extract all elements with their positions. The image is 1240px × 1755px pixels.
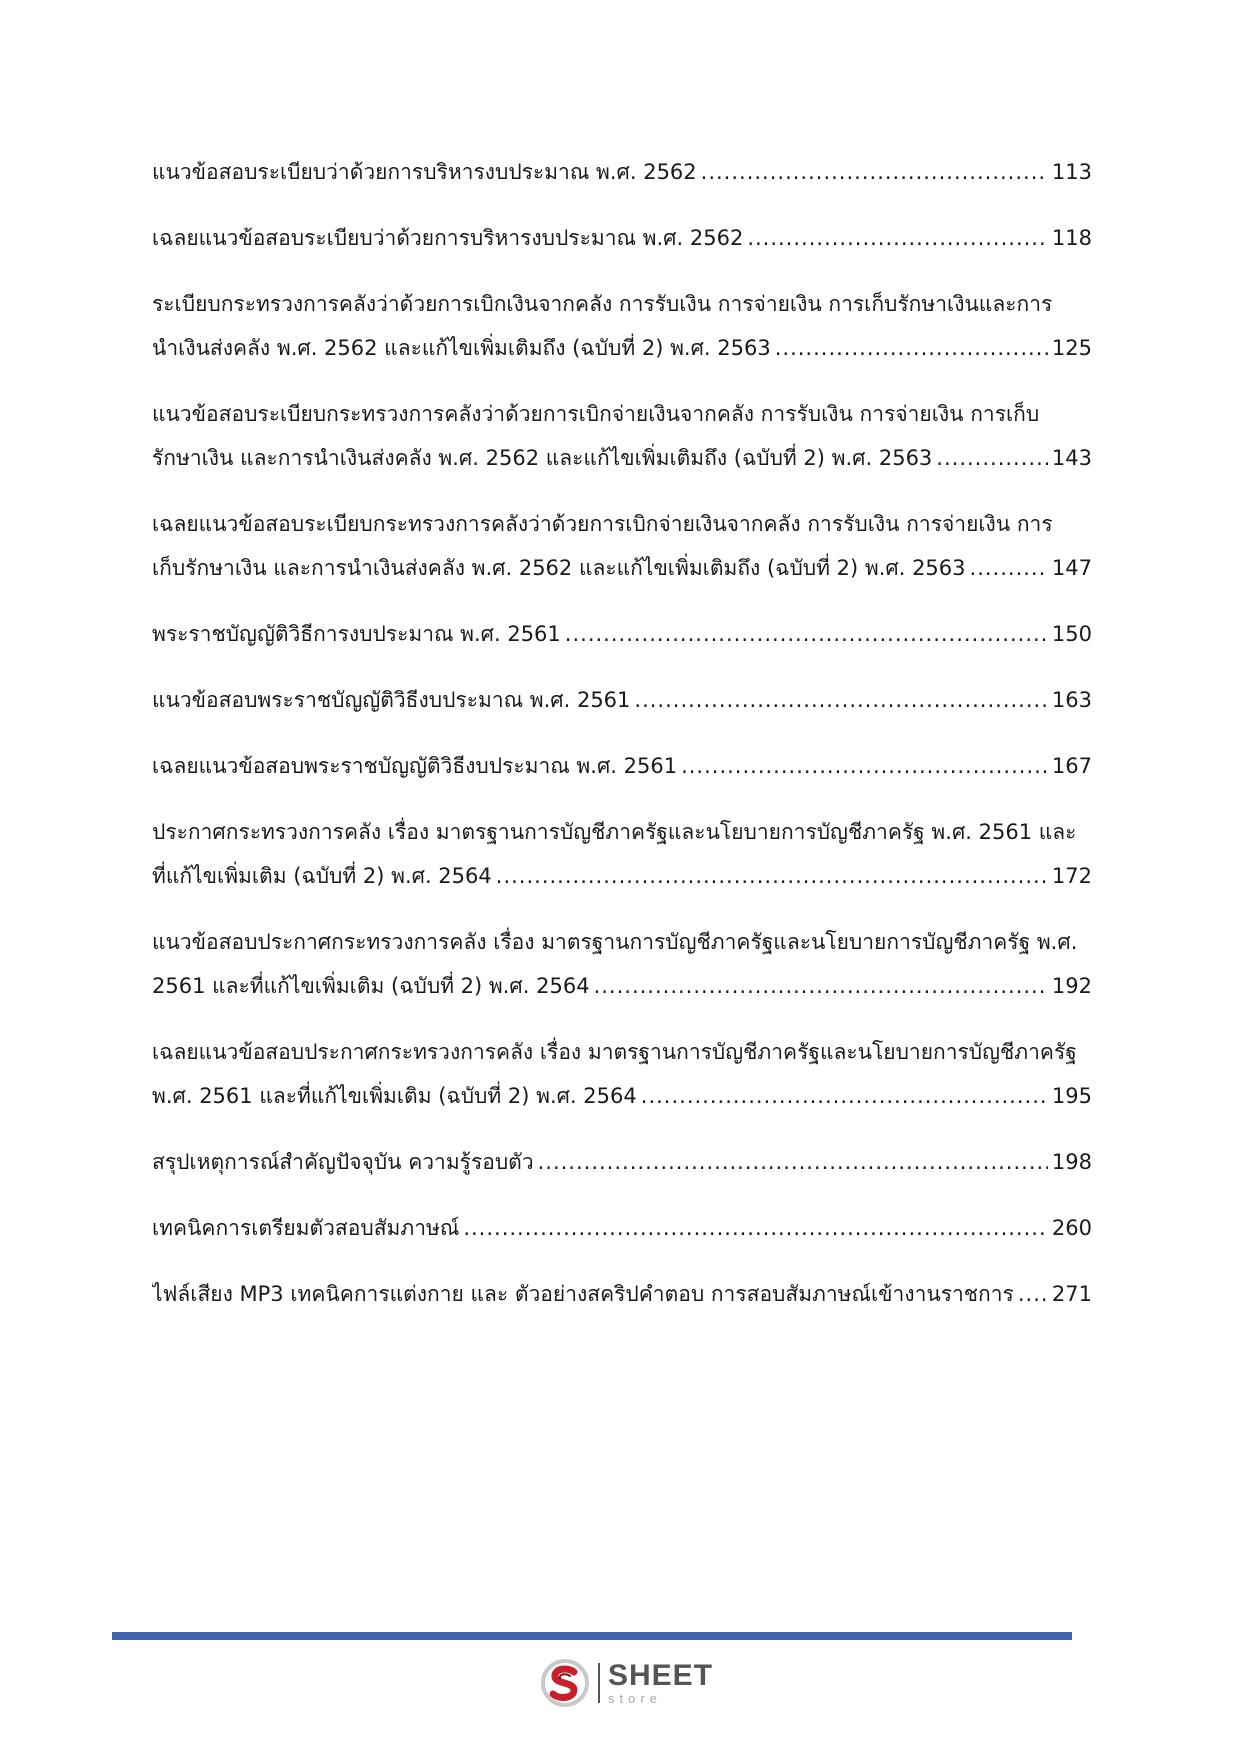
toc-entry-line: เฉลยแนวข้อสอบประกาศกระทรวงการคลัง เรื่อง มาตรฐานการบัญชีภาครัฐและนโยบายการบัญชีภาครัฐ bbox=[152, 1040, 1077, 1064]
toc-entry[interactable] bbox=[152, 678, 1092, 722]
toc-entry-last-line bbox=[152, 678, 1092, 722]
toc-entry-title: แนวข้อสอบพระราชบัญญัติวิธีงบประมาณ พ.ศ. 2561 bbox=[152, 688, 631, 712]
dot-leader bbox=[701, 150, 1048, 194]
dot-leader bbox=[594, 964, 1048, 1008]
toc-entry-title: 2561 และที่แก้ไขเพิ่มเติม (ฉบับที่ 2) พ.ศ. 2564 bbox=[152, 974, 590, 998]
toc-page-number: 118 bbox=[1051, 226, 1092, 250]
dot-leader bbox=[775, 326, 1048, 370]
toc-entry-last-line bbox=[152, 436, 1092, 480]
dot-leader bbox=[936, 436, 1048, 480]
toc-entry-line: ระเบียบกระทรวงการคลังว่าด้วยการเบิกเงินจากคลัง การรับเงิน การจ่ายเงิน การเก็บรักษาเงินและการ bbox=[152, 292, 1053, 316]
logo-divider bbox=[598, 1663, 600, 1703]
dot-leader bbox=[747, 216, 1048, 260]
toc-entry-line: แนวข้อสอบระเบียบกระทรวงการคลังว่าด้วยการเบิกจ่ายเงินจากคลัง การรับเงิน การจ่ายเงิน การเก็บ bbox=[152, 402, 1040, 426]
toc-page-number: 163 bbox=[1051, 688, 1092, 712]
logo-text bbox=[608, 1661, 713, 1705]
toc-entry[interactable] bbox=[152, 744, 1092, 788]
toc-entry[interactable] bbox=[152, 282, 1092, 370]
toc-entry-title: แนวข้อสอบระเบียบว่าด้วยการบริหารงบประมาณ พ.ศ. 2562 bbox=[152, 160, 697, 184]
toc-entry-last-line bbox=[152, 1074, 1092, 1118]
logo-subword: store bbox=[608, 1691, 662, 1706]
toc-entry-last-line bbox=[152, 1206, 1092, 1250]
toc-page-number: 113 bbox=[1051, 160, 1092, 184]
toc-entry-last-line bbox=[152, 1140, 1092, 1184]
toc-entry-last-line bbox=[152, 216, 1092, 260]
toc-entry-line: เฉลยแนวข้อสอบระเบียบกระทรวงการคลังว่าด้วยการเบิกจ่ายเงินจากคลัง การรับเงิน การจ่ายเงิน การ bbox=[152, 512, 1053, 536]
toc-page-number: 143 bbox=[1051, 446, 1092, 470]
toc-page-number: 167 bbox=[1051, 754, 1092, 778]
toc-page-number: 195 bbox=[1051, 1084, 1092, 1108]
toc-entry-last-line bbox=[152, 744, 1092, 788]
toc-entry-line: แนวข้อสอบประกาศกระทรวงการคลัง เรื่อง มาตรฐานการบัญชีภาครัฐและนโยบายการบัญชีภาครัฐ พ.ศ. bbox=[152, 930, 1078, 954]
sheet-store-s-icon bbox=[540, 1658, 590, 1708]
dot-leader bbox=[634, 678, 1048, 722]
toc-entry[interactable] bbox=[152, 216, 1092, 260]
toc-entry[interactable] bbox=[152, 612, 1092, 656]
toc-page-number: 125 bbox=[1051, 336, 1092, 360]
toc-entry[interactable] bbox=[152, 810, 1092, 898]
toc-entry[interactable] bbox=[152, 1140, 1092, 1184]
dot-leader bbox=[1018, 1272, 1048, 1316]
sheet-store-logo bbox=[540, 1658, 713, 1708]
dot-leader bbox=[538, 1140, 1048, 1184]
toc-entry-title: รักษาเงิน และการนำเงินส่งคลัง พ.ศ. 2562 และแก้ไขเพิ่มเติมถึง (ฉบับที่ 2) พ.ศ. 2563 bbox=[152, 446, 933, 470]
toc-entry-title: เทคนิคการเตรียมตัวสอบสัมภาษณ์ bbox=[152, 1216, 460, 1240]
toc-entry-title: สรุปเหตุการณ์สำคัญปัจจุบัน ความรู้รอบตัว bbox=[152, 1150, 534, 1174]
toc-entry-last-line bbox=[152, 326, 1092, 370]
toc-entry-last-line bbox=[152, 1272, 1092, 1316]
toc-entry-last-line bbox=[152, 854, 1092, 898]
toc-page-number: 147 bbox=[1051, 556, 1092, 580]
toc-entry-title: พระราชบัญญัติวิธีการงบประมาณ พ.ศ. 2561 bbox=[152, 622, 561, 646]
toc-entry-title: เฉลยแนวข้อสอบพระราชบัญญัติวิธีงบประมาณ พ.ศ. 2561 bbox=[152, 754, 678, 778]
toc-entry-title: นำเงินส่งคลัง พ.ศ. 2562 และแก้ไขเพิ่มเติมถึง (ฉบับที่ 2) พ.ศ. 2563 bbox=[152, 336, 771, 360]
toc-entry-last-line bbox=[152, 964, 1092, 1008]
toc-page-number: 172 bbox=[1051, 864, 1092, 888]
table-of-contents bbox=[152, 150, 1092, 1338]
logo-word: SHEET bbox=[608, 1659, 714, 1692]
toc-entry[interactable] bbox=[152, 1030, 1092, 1118]
toc-entry-title: พ.ศ. 2561 และที่แก้ไขเพิ่มเติม (ฉบับที่ 2) พ.ศ. 2564 bbox=[152, 1084, 637, 1108]
toc-entry-last-line bbox=[152, 612, 1092, 656]
dot-leader bbox=[681, 744, 1048, 788]
toc-entry-last-line bbox=[152, 546, 1092, 590]
toc-entry[interactable] bbox=[152, 150, 1092, 194]
toc-entry[interactable] bbox=[152, 1206, 1092, 1250]
toc-entry-line: ประกาศกระทรวงการคลัง เรื่อง มาตรฐานการบัญชีภาครัฐและนโยบายการบัญชีภาครัฐ พ.ศ. 2561 และ bbox=[152, 820, 1077, 844]
toc-page-number: 260 bbox=[1051, 1216, 1092, 1240]
toc-page-number: 150 bbox=[1051, 622, 1092, 646]
dot-leader bbox=[565, 612, 1048, 656]
toc-entry[interactable] bbox=[152, 502, 1092, 590]
toc-entry[interactable] bbox=[152, 920, 1092, 1008]
toc-entry-title: ไฟล์เสียง MP3 เทคนิคการแต่งกาย และ ตัวอย่างสคริปคำตอบ การสอบสัมภาษณ์เข้างานราชการ bbox=[152, 1282, 1014, 1306]
dot-leader bbox=[641, 1074, 1048, 1118]
dot-leader bbox=[970, 546, 1048, 590]
toc-entry-title: เก็บรักษาเงิน และการนำเงินส่งคลัง พ.ศ. 2562 และแก้ไขเพิ่มเติมถึง (ฉบับที่ 2) พ.ศ. 2563 bbox=[152, 556, 966, 580]
dot-leader bbox=[496, 854, 1048, 898]
toc-page-number: 271 bbox=[1051, 1282, 1092, 1306]
toc-page-number: 198 bbox=[1051, 1150, 1092, 1174]
toc-entry[interactable] bbox=[152, 1272, 1092, 1316]
footer-divider bbox=[112, 1632, 1072, 1640]
toc-entry-title: เฉลยแนวข้อสอบระเบียบว่าด้วยการบริหารงบประมาณ พ.ศ. 2562 bbox=[152, 226, 744, 250]
dot-leader bbox=[463, 1206, 1048, 1250]
toc-entry-title: ที่แก้ไขเพิ่มเติม (ฉบับที่ 2) พ.ศ. 2564 bbox=[152, 864, 492, 888]
toc-page-number: 192 bbox=[1051, 974, 1092, 998]
toc-entry-last-line bbox=[152, 150, 1092, 194]
toc-entry[interactable] bbox=[152, 392, 1092, 480]
